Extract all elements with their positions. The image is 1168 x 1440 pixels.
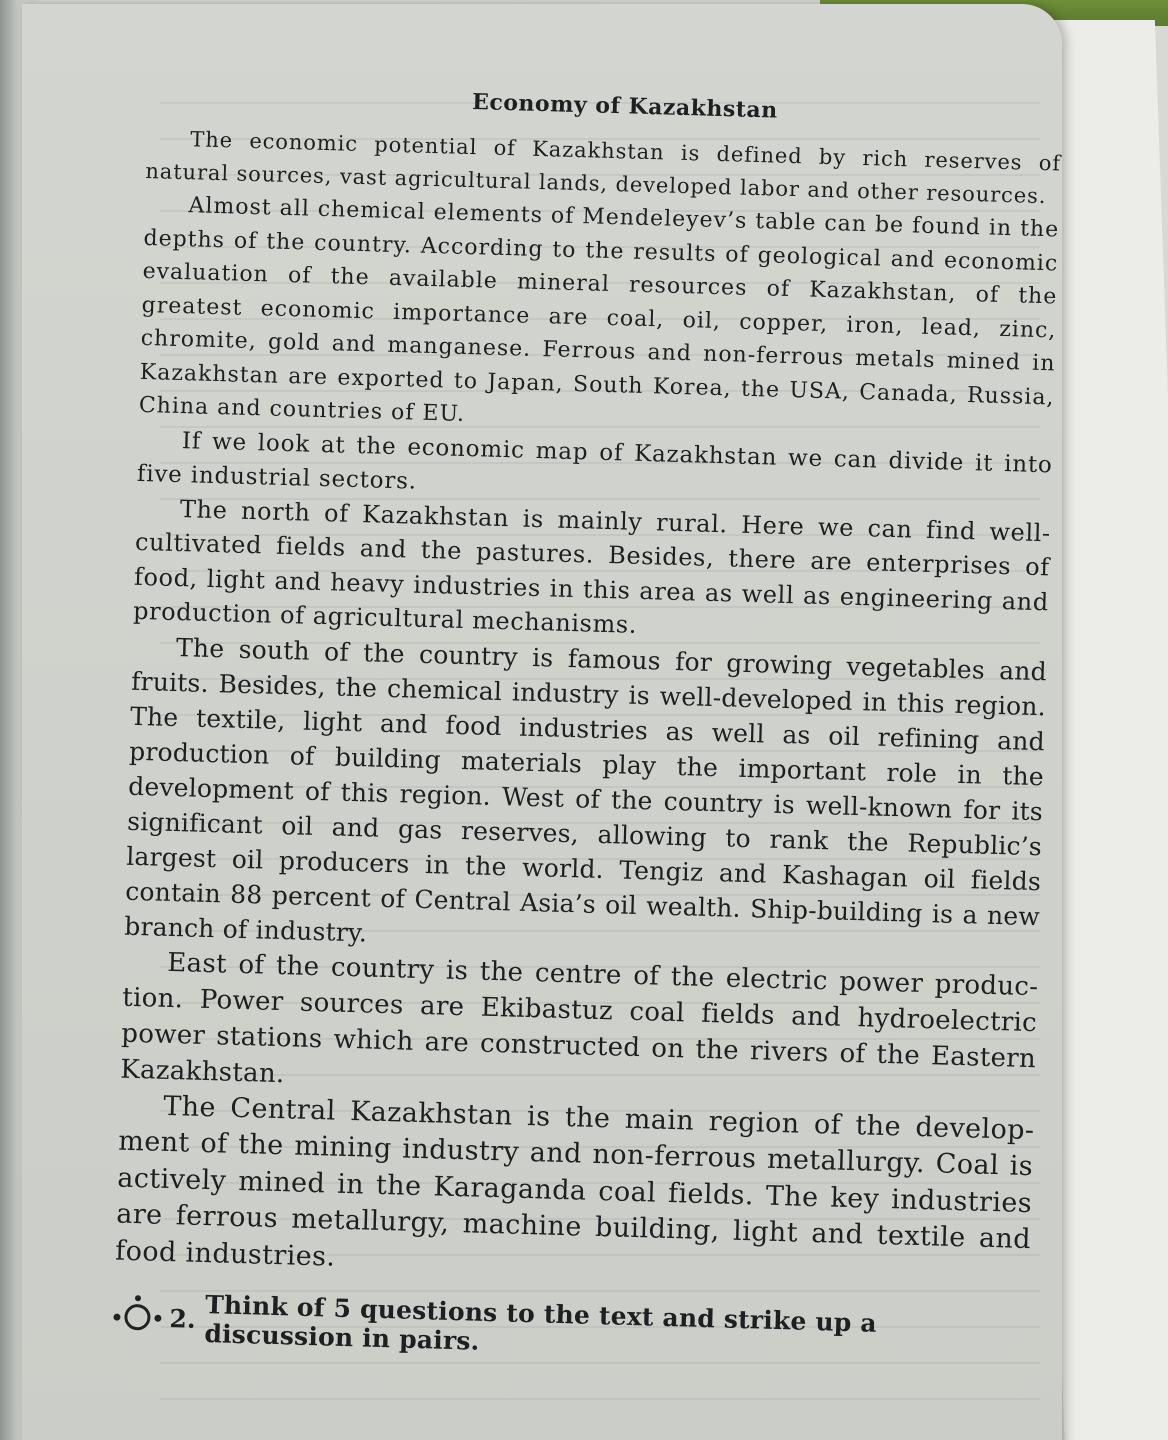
page-content xyxy=(113,80,1063,1371)
paragraph-7: The Central Kazakhstan is the main region of the development of the mining industry and non-ferrous metallurgy. Coal is actively mined in the Karaganda coal fields. The key industries are ferrous metallurgy, machine building, light and textile and food industries. xyxy=(114,1090,1035,1273)
paragraph-1: The economic potential of Kazakhstan is defined by rich reserves of natural sources, vast agricultural lands, developed labor and other resources. xyxy=(145,127,1062,209)
task-text: Think of 5 questions to the text and strike up a discussion in pairs. xyxy=(204,1290,878,1356)
paragraph-4: The north of Kazakhstan is mainly rural. Here we can find well-cultivated fields and the pastures. Besides, there are enterprises of food, light and heavy industries in this area as well as engineering and production of agricultural mechanisms. xyxy=(132,494,1052,639)
paragraph-3: If we look at the economic map of Kazakhstan we can divide it into five industrial sectors. xyxy=(136,427,1053,495)
paragraph-5: The south of the country is famous for growing vegetables and fruits. Besides, the chemical industry is well-developed in this region. The textile, light and food industries as well as oil refining and production of building materials play the important role in the development of this region. West of the country is well-known for its significant oil and gas reserves, allowing to rank the Republic’s largest oil producers in the world. Tengiz and Kashagan oil fields contain 88 percent of Central Asia’s oil wealth. Ship-building is a new branch of industry. xyxy=(123,632,1048,947)
task-number: 2. xyxy=(169,1303,197,1334)
pair-work-icon xyxy=(113,1304,162,1331)
paragraph-2: Almost all chemical elements of Mendeleyev’s table can be found in the depths of the country. According to the results of geological and economic evaluation of the available mineral resources of Kazakhstan, of the greatest economic importance are coal, oil, copper, iron, lead, zinc, chromite, gold and manganese. Ferrous and non-ferrous metals mined in Kazakhstan are exported to Japan, South Korea, the USA, Canada, Russia, China and countries of EU. xyxy=(138,193,1060,427)
page-title: Economy of Kazakhstan xyxy=(471,89,779,124)
paragraph-6: East of the country is the centre of the electric power production. Power sources are Ekibastuz coal fields and hydroelectric power stations which are constructed on the rivers of the Eastern Kazakhstan. xyxy=(119,947,1039,1089)
